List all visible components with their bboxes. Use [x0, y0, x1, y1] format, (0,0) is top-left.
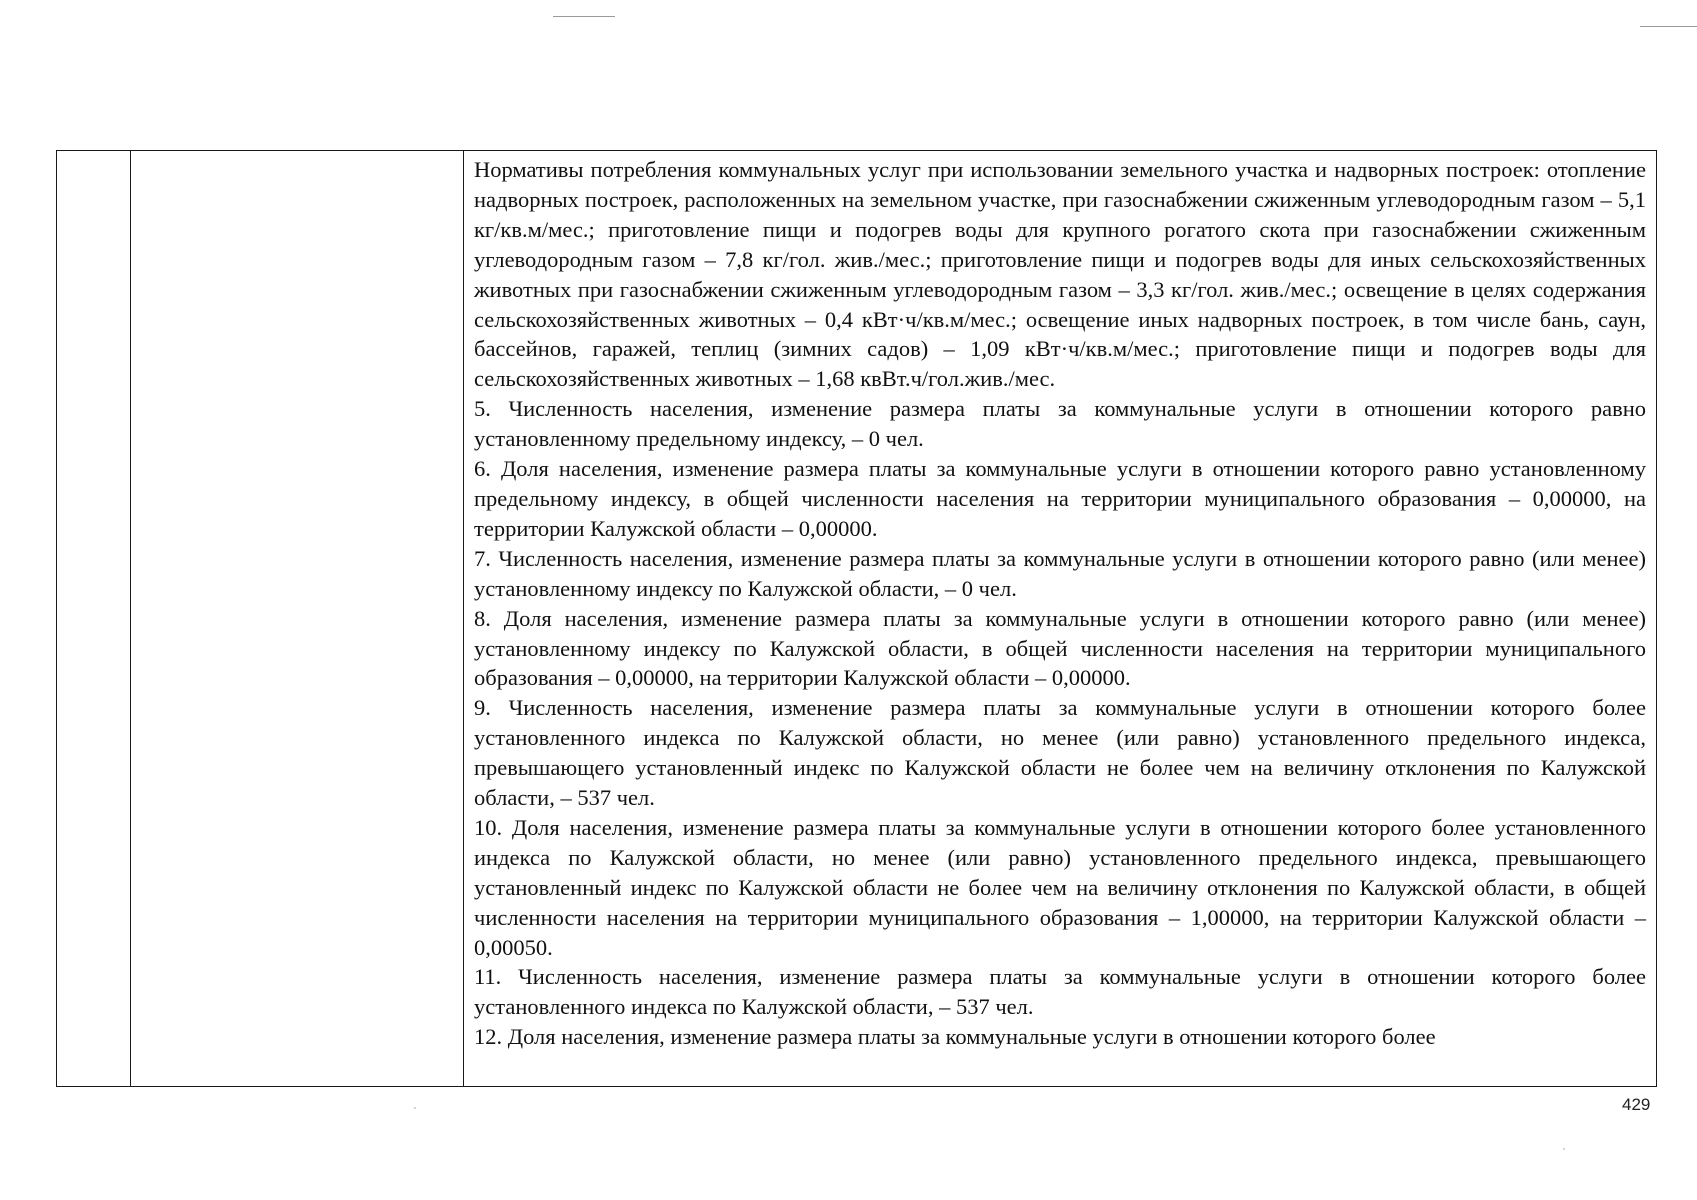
- paragraph-normatives: Нормативы потребления коммунальных услуг при использовании земельного участка и надворных построек: отопление надворных построек, расположенных на земельном участке, при газоснабжении сжиженным углеводородным газом – 5,1 кг/кв.м/мес.; приготовление пищи и подогрев воды для крупного рогатого скота при газоснабжении сжиженным углеводородным газом – 7,8 кг/гол. жив./мес.; приготовление пищи и подогрев воды для иных сельскохозяйственных животных при газоснабжении сжиженным углеводородным газом – 3,3 кг/гол. жив./мес.; освещение в целях содержания сельскохозяйственных животных – 0,4 кВт·ч/кв.м/мес.; освещение иных надворных построек, в том числе бань, саун, бассейнов, гаражей, теплиц (зимних садов) – 1,09 кВт·ч/кв.м/мес.; приготовление пищи и подогрев воды для сельскохозяйственных животных – 1,68 квВт.ч/гол.жив./мес.: [474, 157, 1646, 392]
- table-cell-label: [131, 151, 464, 1087]
- paragraph-item-5: 5. Численность населения, изменение размера платы за коммунальные услуги в отношении которого равно установленному предельному индексу, – 0 чел.: [474, 396, 1646, 452]
- scan-speck: [1563, 1148, 1565, 1150]
- page-number: 429: [1622, 1095, 1651, 1114]
- paragraph-item-10: 10. Доля населения, изменение размера платы за коммунальные услуги в отношении которого более установленного индекса по Калужской области, но менее (или равно) установленного предельного индекса, превышающего установленный индекс по Калужской области не более чем на величину отклонения по Калужской области, в общей численности населения на территории муниципального образования – 1,00000, на территории Калужской области – 0,00050.: [474, 814, 1646, 960]
- paragraph-item-7: 7. Численность населения, изменение размера платы за коммунальные услуги в отношении которого равно (или менее) установленному индексу по Калужской области, – 0 чел.: [474, 545, 1646, 601]
- paragraph-item-12: 12. Доля населения, изменение размера платы за коммунальные услуги в отношении которого более: [474, 1024, 1436, 1050]
- paragraph-item-9: 9. Численность населения, изменение размера платы за коммунальные услуги в отношении которого более установленного индекса по Калужской области, но менее (или равно) установленного предельного индекса, превышающего установленный индекс по Калужской области не более чем на величину отклонения по Калужской области, – 537 чел.: [474, 695, 1646, 811]
- paragraph-item-11: 11. Численность населения, изменение размера платы за коммунальные услуги в отношении которого более установленного индекса по Калужской области, – 537 чел.: [474, 964, 1646, 1020]
- scan-artifact-line: [1640, 26, 1697, 27]
- document-table: [56, 150, 1657, 1087]
- scan-speck: [414, 1107, 416, 1109]
- paragraph-item-8: 8. Доля населения, изменение размера платы за коммунальные услуги в отношении которого равно (или менее) установленному индексу по Калужской области, в общей численности населения на территории муниципального образования – 0,00000, на территории Калужской области – 0,00000.: [474, 605, 1646, 691]
- scan-artifact-line: [553, 16, 615, 17]
- table-row: [57, 151, 1657, 1087]
- paragraph-item-6: 6. Доля населения, изменение размера платы за коммунальные услуги в отношении которого равно установленному предельному индексу, в общей численности населения на территории муниципального образования – 0,00000, на территории Калужской области – 0,00000.: [474, 456, 1646, 541]
- table-cell-text: [464, 151, 1657, 1087]
- table-cell-number: [57, 151, 131, 1087]
